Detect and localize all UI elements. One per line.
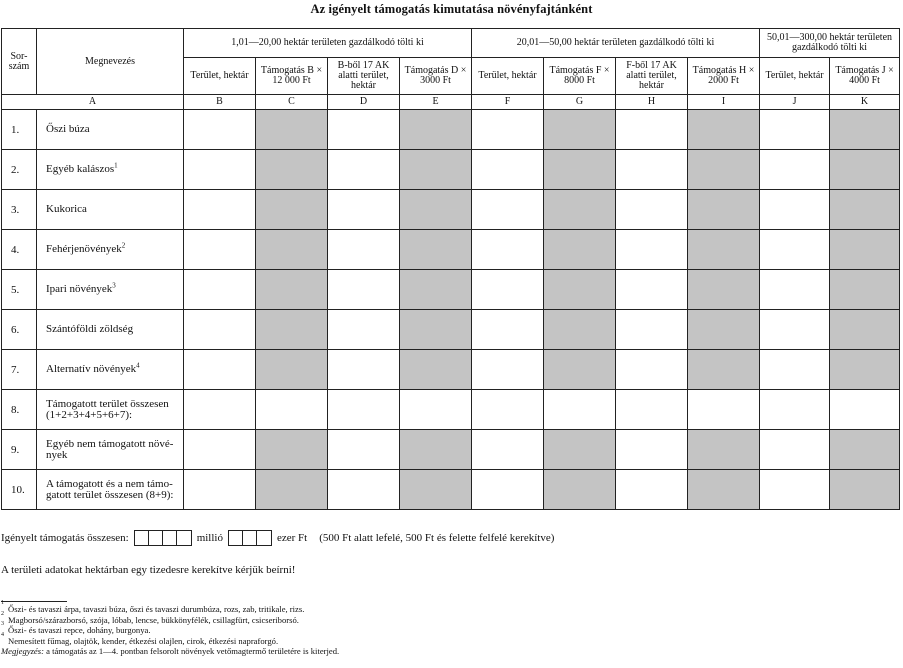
entry-cell[interactable]: [184, 430, 256, 470]
entry-cell[interactable]: [184, 350, 256, 390]
entry-cell[interactable]: [328, 390, 400, 430]
computed-cell: [400, 270, 472, 310]
table-row: [2, 190, 900, 230]
computed-cell: [830, 270, 900, 310]
footnote-divider: [1, 601, 67, 602]
column-letter-f: F: [472, 95, 544, 110]
table-row: [2, 430, 900, 470]
entry-cell[interactable]: [760, 310, 830, 350]
total-label: Igényelt támogatás összesen:: [1, 532, 129, 544]
footnote: $^4$Nemesített fűmag, olajtök, kender, étkezési olajlen, cirok, étkezési napraforgó.: [1, 631, 279, 646]
computed-cell: [830, 230, 900, 270]
entry-cell[interactable]: [760, 390, 830, 430]
computed-cell: [256, 110, 328, 150]
entry-cell[interactable]: [328, 230, 400, 270]
entry-cell[interactable]: [616, 430, 688, 470]
computed-cell: [688, 310, 760, 350]
header-sub-c: Támogatás B × 12 000 Ft: [256, 58, 328, 95]
computed-cell: [688, 190, 760, 230]
header-sub-g: Támogatás F × 8000 Ft: [544, 58, 616, 95]
entry-cell[interactable]: [760, 110, 830, 150]
entry-cell[interactable]: [616, 230, 688, 270]
entry-cell[interactable]: [328, 150, 400, 190]
entry-cell[interactable]: [760, 230, 830, 270]
entry-cell[interactable]: [472, 190, 544, 230]
table-row: [2, 230, 900, 270]
computed-cell: [256, 310, 328, 350]
column-letter-g: G: [544, 95, 616, 110]
row-number: 3.: [2, 190, 37, 230]
entry-cell[interactable]: [616, 390, 688, 430]
table-row: [2, 310, 900, 350]
area-note: A területi adatokat hektárban egy tizedesre kerekítve kérjük beírni!: [1, 564, 296, 576]
computed-cell: [688, 430, 760, 470]
entry-cell[interactable]: [616, 110, 688, 150]
entry-cell[interactable]: [184, 230, 256, 270]
computed-cell: [544, 310, 616, 350]
row-name: Egyéb kalászos$^1$: [37, 150, 184, 190]
computed-cell: [400, 230, 472, 270]
column-letter-a: A: [2, 95, 184, 110]
computed-cell: [830, 470, 900, 510]
header-megnevezes: Megnevezés: [37, 29, 184, 95]
row-number: 9.: [2, 430, 37, 470]
table-row: [2, 470, 900, 510]
row-number: 8.: [2, 390, 37, 430]
computed-cell: [830, 350, 900, 390]
header-group-3: 50,01—300,00 hektár területen gazdálkodó tölti ki: [760, 29, 900, 58]
computed-cell: [688, 150, 760, 190]
entry-cell[interactable]: [616, 270, 688, 310]
entry-cell[interactable]: [472, 350, 544, 390]
header-sub-j: Terület, hektár: [760, 58, 830, 95]
footnote: $^2$Magborsó/szárazborsó, szója, lóbab, lencse, bükkönyfélék, csillagfürt, csicseriborsó.: [1, 610, 299, 625]
computed-cell: [256, 470, 328, 510]
computed-cell: [688, 270, 760, 310]
table-row: [2, 110, 900, 150]
footnotes: [1, 600, 340, 657]
row-number: 7.: [2, 350, 37, 390]
row-number: 1.: [2, 110, 37, 150]
rounding-note: (500 Ft alatt lefelé, 500 Ft és felette felfelé kerekítve): [319, 532, 555, 544]
entry-cell[interactable]: [328, 350, 400, 390]
header-group-2: 20,01—50,00 hektár területen gazdálkodó tölti ki: [472, 29, 760, 58]
computed-cell: [830, 190, 900, 230]
millio-input-boxes[interactable]: [134, 530, 192, 546]
row-number: 10.: [2, 470, 37, 510]
row-name: Ipari növények$^3$: [37, 270, 184, 310]
computed-cell: [830, 310, 900, 350]
computed-cell: [256, 350, 328, 390]
column-letter-d: D: [328, 95, 400, 110]
entry-cell[interactable]: [184, 150, 256, 190]
entry-cell[interactable]: [616, 190, 688, 230]
entry-cell[interactable]: [760, 430, 830, 470]
entry-cell[interactable]: [616, 350, 688, 390]
computed-cell: [544, 270, 616, 310]
column-letter-b: B: [184, 95, 256, 110]
entry-cell[interactable]: [688, 390, 760, 430]
computed-cell: [544, 430, 616, 470]
ezer-label: ezer Ft: [276, 532, 308, 544]
entry-cell[interactable]: [328, 190, 400, 230]
table-row: [2, 390, 900, 430]
computed-cell: [256, 230, 328, 270]
row-name: Alternatív növények$^4$: [37, 350, 184, 390]
computed-cell: [256, 270, 328, 310]
computed-cell: [688, 350, 760, 390]
computed-cell: [256, 150, 328, 190]
row-name: Támogatott terület összesen (1+2+3+4+5+6+7):: [37, 390, 184, 430]
entry-cell[interactable]: [184, 190, 256, 230]
entry-cell[interactable]: [400, 390, 472, 430]
column-letter-k: K: [830, 95, 900, 110]
row-name: A támogatott és a nem támo- gatott terület összesen (8+9):: [37, 470, 184, 510]
entry-cell[interactable]: [328, 470, 400, 510]
row-name: Egyéb nem támogatott növé- nyek: [37, 430, 184, 470]
entry-cell[interactable]: [184, 390, 256, 430]
entry-cell[interactable]: [472, 310, 544, 350]
entry-cell[interactable]: [760, 270, 830, 310]
entry-cell[interactable]: [184, 270, 256, 310]
header-sub-e: Támogatás D × 3000 Ft: [400, 58, 472, 95]
entry-cell[interactable]: [616, 150, 688, 190]
column-letter-i: I: [688, 95, 760, 110]
row-name: Fehérjenövények$^2$: [37, 230, 184, 270]
entry-cell[interactable]: [472, 390, 544, 430]
row-number: 4.: [2, 230, 37, 270]
computed-cell: [400, 110, 472, 150]
entry-cell[interactable]: [830, 390, 900, 430]
entry-cell[interactable]: [760, 190, 830, 230]
computed-cell: [400, 310, 472, 350]
header-sorszam: Sor- szám: [2, 29, 37, 95]
row-name: Szántóföldi zöldség: [37, 310, 184, 350]
row-number: 2.: [2, 150, 37, 190]
entry-cell[interactable]: [472, 430, 544, 470]
table-row: [2, 350, 900, 390]
computed-cell: [544, 350, 616, 390]
computed-cell: [256, 190, 328, 230]
header-group-1: 1,01—20,00 hektár területen gazdálkodó tölti ki: [184, 29, 472, 58]
entry-cell[interactable]: [616, 310, 688, 350]
ezer-input-boxes[interactable]: [228, 530, 272, 546]
entry-cell[interactable]: [256, 390, 328, 430]
computed-cell: [400, 150, 472, 190]
computed-cell: [688, 110, 760, 150]
computed-cell: [830, 150, 900, 190]
computed-cell: [400, 350, 472, 390]
entry-cell[interactable]: [328, 310, 400, 350]
entry-cell[interactable]: [328, 110, 400, 150]
entry-cell[interactable]: [760, 350, 830, 390]
computed-cell: [400, 470, 472, 510]
entry-cell[interactable]: [616, 470, 688, 510]
megjegyzes: Megjegyzés: a támogatás az 1—4. pontban felsorolt növények vetőmagtermő területére is kiterjed.: [1, 646, 340, 656]
column-letter-h: H: [616, 95, 688, 110]
computed-cell: [400, 190, 472, 230]
row-number: 5.: [2, 270, 37, 310]
entry-cell[interactable]: [472, 150, 544, 190]
computed-cell: [688, 470, 760, 510]
computed-cell: [688, 230, 760, 270]
entry-cell[interactable]: [472, 270, 544, 310]
entry-cell[interactable]: [472, 110, 544, 150]
computed-cell: [830, 110, 900, 150]
computed-cell: [544, 230, 616, 270]
column-letter-e: E: [400, 95, 472, 110]
header-sub-d: B-ből 17 AK alatti terület, hektár: [328, 58, 400, 95]
entry-cell[interactable]: [184, 310, 256, 350]
entry-cell[interactable]: [760, 470, 830, 510]
computed-cell: [544, 470, 616, 510]
entry-cell[interactable]: [472, 470, 544, 510]
computed-cell: [544, 150, 616, 190]
support-table: [1, 28, 900, 510]
table-row: [2, 150, 900, 190]
row-name: Kukorica: [37, 190, 184, 230]
column-letter-j: J: [760, 95, 830, 110]
millio-label: millió: [196, 532, 223, 544]
footnote: $^1$Őszi- és tavaszi árpa, tavaszi búza, őszi és tavaszi durumbúza, rozs, zab, tritikale, rizs.: [1, 600, 305, 614]
entry-cell[interactable]: [544, 390, 616, 430]
computed-cell: [400, 430, 472, 470]
computed-cell: [544, 190, 616, 230]
computed-cell: [544, 110, 616, 150]
table-row: [2, 270, 900, 310]
header-sub-f: Terület, hektár: [472, 58, 544, 95]
header-sub-i: Támogatás H × 2000 Ft: [688, 58, 760, 95]
computed-cell: [830, 430, 900, 470]
header-sub-k: Támogatás J × 4000 Ft: [830, 58, 900, 95]
page-title: Az igényelt támogatás kimutatása növényfajtánként: [310, 2, 593, 16]
row-name: Őszi búza: [37, 110, 184, 150]
computed-cell: [256, 430, 328, 470]
header-sub-h: F-ből 17 AK alatti terület, hektár: [616, 58, 688, 95]
entry-cell[interactable]: [184, 470, 256, 510]
entry-cell[interactable]: [760, 150, 830, 190]
entry-cell[interactable]: [328, 430, 400, 470]
total-support-line: [1, 530, 554, 546]
entry-cell[interactable]: [184, 110, 256, 150]
footnote: $^3$Őszi- és tavaszi repce, dohány, burgonya.: [1, 621, 151, 635]
header-sub-b: Terület, hektár: [184, 58, 256, 95]
row-number: 6.: [2, 310, 37, 350]
entry-cell[interactable]: [472, 230, 544, 270]
entry-cell[interactable]: [328, 270, 400, 310]
column-letter-c: C: [256, 95, 328, 110]
